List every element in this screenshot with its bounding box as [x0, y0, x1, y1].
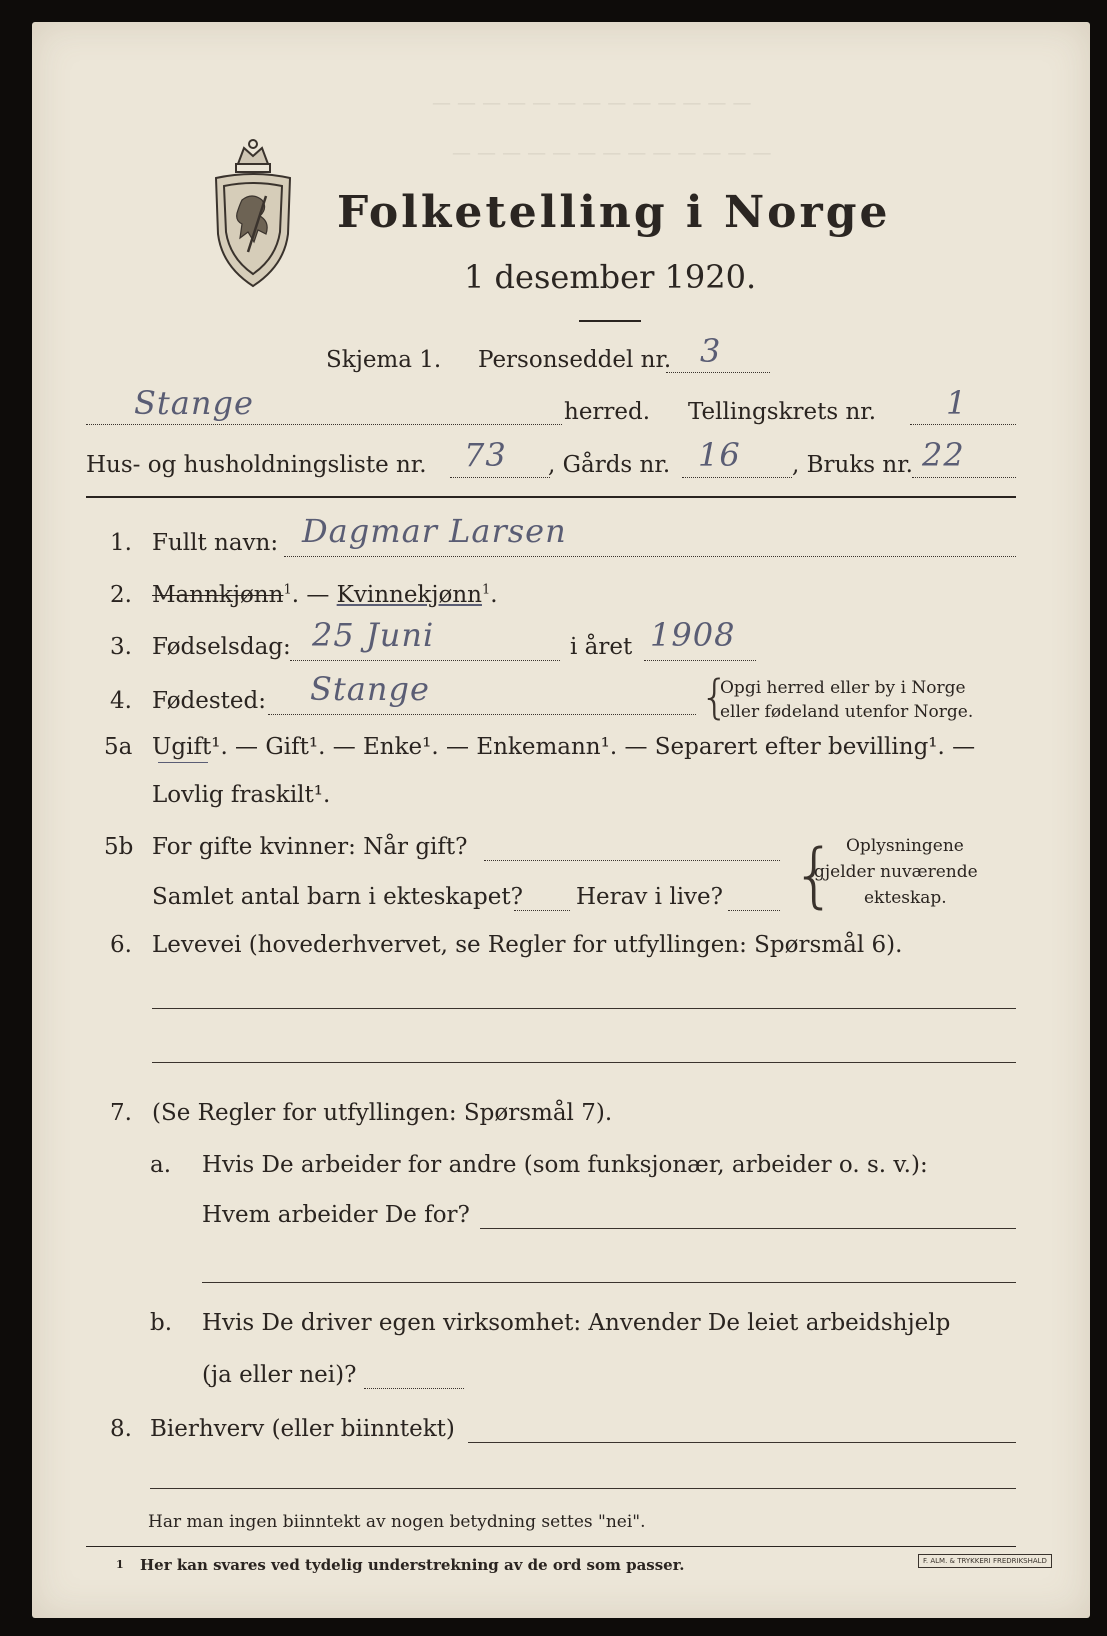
q8-number: 8. — [110, 1416, 132, 1442]
bruks-line — [912, 477, 1016, 478]
q3-birthday-line — [290, 660, 560, 661]
q6-number: 6. — [110, 932, 132, 958]
q5b-alive-line[interactable] — [728, 910, 780, 911]
q3-label: Fødselsdag: — [152, 634, 291, 660]
personseddel-value[interactable]: 3 — [700, 332, 722, 370]
q4-note-line2: eller fødeland utenfor Norge. — [720, 702, 974, 722]
q3-number: 3. — [110, 634, 132, 660]
q4-birthplace-value[interactable]: Stange — [310, 670, 430, 708]
bruks-value[interactable]: 22 — [922, 436, 965, 474]
q2-kvinnekjonn-option[interactable]: Kvinnekjønn — [336, 582, 482, 608]
q7a-text: Hvis De arbeider for andre (som funksjonær, arbeider o. s. v.): — [202, 1152, 928, 1178]
q5b-children-line[interactable] — [514, 910, 570, 911]
norwegian-lion-coat-of-arms-icon — [208, 134, 298, 294]
husholdningsliste-label: Hus- og husholdningsliste nr. — [86, 452, 427, 478]
q6-answer-line-2[interactable] — [152, 1062, 1016, 1063]
q1-fullname-value[interactable]: Dagmar Larsen — [302, 512, 567, 550]
q2-number: 2. — [110, 582, 132, 608]
q7a-letter: a. — [150, 1152, 172, 1178]
bruks-label: , Bruks nr. — [792, 452, 913, 478]
q7b-letter: b. — [150, 1310, 173, 1336]
tellingskrets-line — [910, 424, 1016, 425]
q5a-marital-options[interactable]: Ugift¹. — Gift¹. — Enke¹. — Enkemann¹. — Separert efter bevilling¹. — — [152, 734, 976, 760]
gards-label: , Gårds nr. — [548, 452, 671, 478]
q1-label: Fullt navn: — [152, 530, 279, 556]
q5b-note-line1: Oplysningene — [846, 836, 964, 856]
q5b-children-label: Samlet antal barn i ekteskapet? — [152, 884, 523, 910]
q2-sex-options: Mannkjønn$^1$. — Kvinnekjønn$^1$. — [152, 582, 498, 608]
q3-year-line — [644, 660, 756, 661]
gards-line — [682, 477, 792, 478]
gards-value[interactable]: 16 — [698, 436, 741, 474]
herred-value[interactable]: Stange — [134, 384, 254, 422]
form-title: Folketelling i Norge — [337, 187, 891, 238]
footnote-mark: 1 — [116, 1558, 124, 1571]
personseddel-label: Personseddel nr. — [478, 347, 672, 373]
husholdningsliste-line — [450, 477, 550, 478]
q7a-employer-line-2[interactable] — [202, 1282, 1016, 1283]
q4-birthplace-line — [268, 714, 696, 715]
q8-answer-line[interactable] — [468, 1442, 1016, 1443]
q1-line — [284, 556, 1016, 557]
q3-birthday-value[interactable]: 25 Juni — [312, 616, 435, 654]
q3-year-label: i året — [570, 634, 633, 660]
bleed-through-text: — — — — — — — — — — — — — — [432, 92, 752, 114]
q5b-number: 5b — [104, 834, 134, 860]
q5a-ugift-underline — [158, 762, 208, 763]
q7a-employer-line[interactable] — [480, 1228, 1016, 1229]
q5a-fraskilt-option[interactable]: Lovlig fraskilt¹. — [152, 782, 331, 808]
q5b-note-line2: gjelder nuværende — [814, 862, 978, 882]
title-divider — [579, 320, 641, 322]
q5b-brace: { — [792, 834, 837, 916]
q4-number: 4. — [110, 688, 132, 714]
q5b-married-when-label: For gifte kvinner: Når gift? — [152, 834, 468, 860]
herred-line — [86, 424, 562, 425]
q5a-number: 5a — [104, 734, 133, 760]
q5b-note-line3: ekteskap. — [864, 888, 947, 908]
footer-separator — [86, 1546, 1016, 1547]
q4-note-line1: Opgi herred eller by i Norge — [720, 678, 966, 698]
tellingskrets-value[interactable]: 1 — [946, 384, 968, 422]
herred-label: herred. — [564, 399, 651, 425]
skjema-label: Skjema 1. — [326, 347, 442, 373]
q7-number: 7. — [110, 1100, 132, 1126]
q8-answer-line-2[interactable] — [150, 1488, 1016, 1489]
tellingskrets-label: Tellingskrets nr. — [688, 399, 877, 425]
q3-year-value[interactable]: 1908 — [650, 616, 736, 654]
q1-number: 1. — [110, 530, 132, 556]
q7a-employer-label: Hvem arbeider De for? — [202, 1202, 470, 1228]
husholdningsliste-value[interactable]: 73 — [464, 436, 507, 474]
q5b-married-when-line[interactable] — [484, 860, 780, 861]
q6-label: Levevei (hovederhvervet, se Regler for utfyllingen: Spørsmål 6). — [152, 932, 903, 958]
q7-label: (Se Regler for utfyllingen: Spørsmål 7). — [152, 1100, 613, 1126]
footnote-text: Her kan svares ved tydelig understrekning av de ord som passer. — [140, 1556, 685, 1574]
printer-stamp: F. ALM. & TRYKKERI FREDRIKSHALD — [918, 1554, 1052, 1568]
census-form-page — [32, 22, 1090, 1618]
bleed-through-text: — — — — — — — — — — — — — — [452, 142, 772, 164]
header-separator — [86, 496, 1016, 498]
q5b-alive-label: Herav i live? — [576, 884, 723, 910]
q4-brace: { — [700, 670, 730, 724]
q7b-hired-help-label: (ja eller nei)? — [202, 1362, 357, 1388]
q8-label: Bierhverv (eller biinntekt) — [150, 1416, 455, 1442]
biinntekt-note: Har man ingen biinntekt av nogen betydning settes "nei". — [148, 1512, 646, 1532]
q4-label: Fødested: — [152, 688, 267, 714]
q7b-text: Hvis De driver egen virksomhet: Anvender De leiet arbeidshjelp — [202, 1310, 951, 1336]
q7b-hired-help-line[interactable] — [364, 1388, 464, 1389]
census-date: 1 desember 1920. — [464, 258, 757, 296]
personseddel-line — [666, 372, 770, 373]
q6-answer-line-1[interactable] — [152, 1008, 1016, 1009]
q2-mannkjonn-option[interactable]: Mannkjønn — [152, 582, 284, 608]
